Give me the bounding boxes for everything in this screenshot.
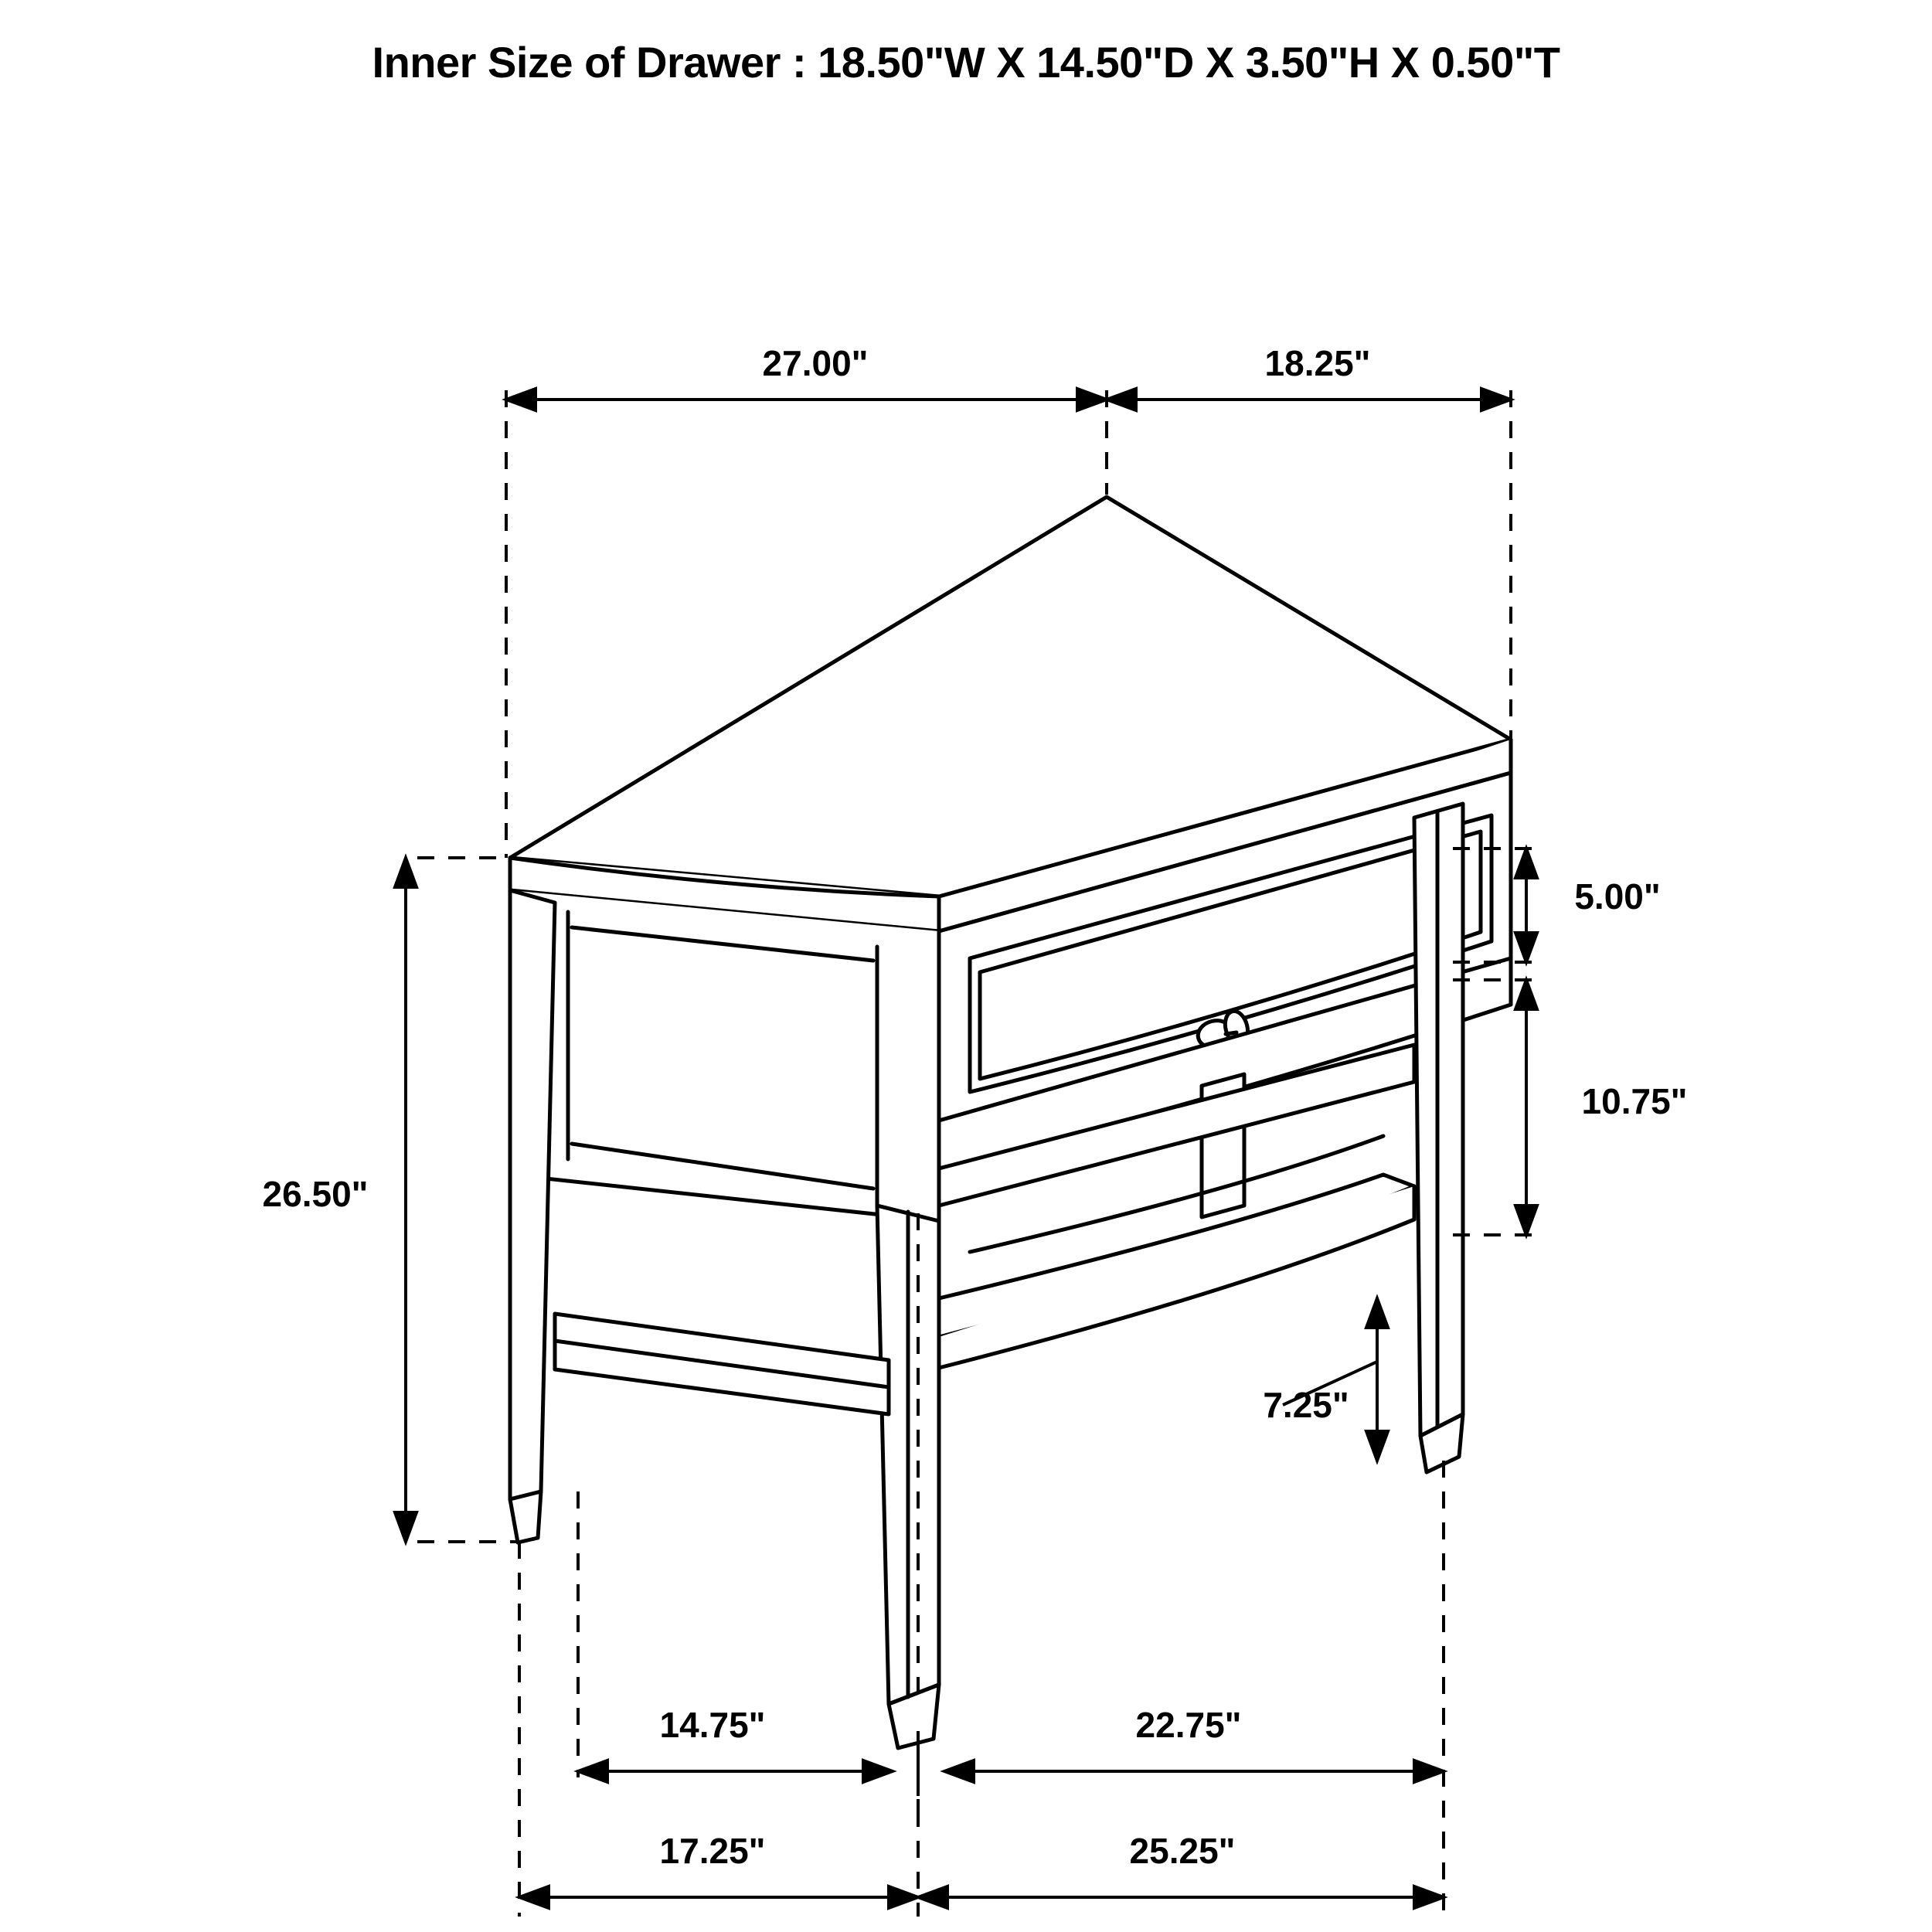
leg-front-center: [877, 1206, 939, 1748]
page-title: Inner Size of Drawer : 18.50"W X 14.50"D X 3.50"H X 0.50"T: [372, 38, 1560, 87]
dim-label-drawer-height: 5.00": [1574, 876, 1661, 917]
dim-label-base-right-outer: 25.25": [1129, 1831, 1236, 1871]
dim-label-base-left-outer: 17.25": [659, 1831, 766, 1871]
left-panel-lower-rail: [555, 1314, 889, 1414]
leg-back-left: [510, 890, 555, 1543]
dim-label-top-width-left: 27.00": [762, 343, 869, 383]
leg-right-rear: [1414, 804, 1463, 1472]
dim-line-base-outer: [519, 1886, 1444, 1908]
left-side-panel: [510, 890, 939, 1221]
dim-line-top: [506, 389, 1511, 410]
dim-label-top-width-right: 18.25": [1264, 343, 1371, 383]
dim-label-shelf-clearance: 7.25": [1263, 1385, 1349, 1425]
dim-line-height: [395, 858, 417, 1542]
dim-line-shelf-clearance: [1283, 1298, 1388, 1461]
dim-label-base-right-inner: 22.75": [1135, 1705, 1242, 1745]
dim-line-lower-opening: [1515, 980, 1537, 1235]
dim-label-base-left-inner: 14.75": [659, 1705, 766, 1745]
dim-label-lower-opening: 10.75": [1581, 1081, 1688, 1121]
dim-label-total-height: 26.50": [262, 1174, 369, 1214]
dim-line-drawer-height: [1515, 849, 1537, 962]
